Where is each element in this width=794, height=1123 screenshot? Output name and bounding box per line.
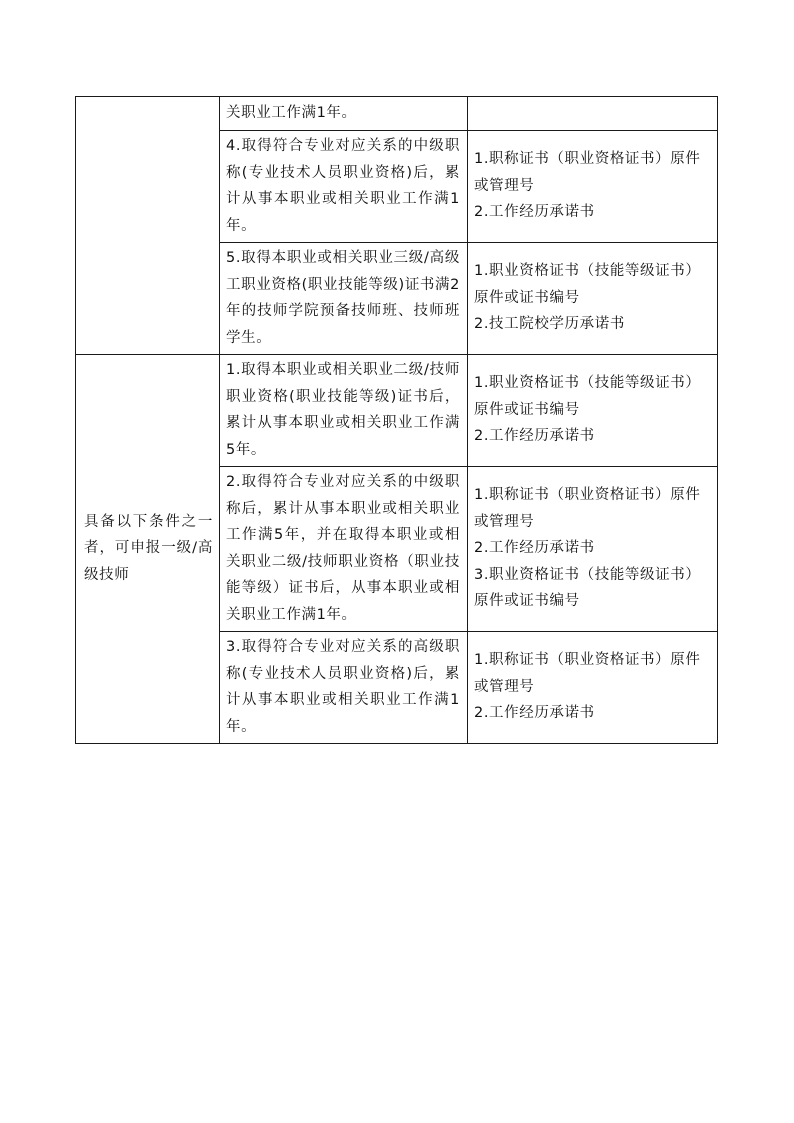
requirements-table (75, 96, 718, 744)
condition-text: 4.取得符合专业对应关系的中级职称(专业技术人员职业资格)后，累计从事本职业或相关职业工作满1年。 (226, 138, 460, 234)
condition-text: 关职业工作满1年。 (226, 104, 357, 121)
material-item: 2.工作经历承诺书 (474, 204, 595, 221)
material-item: 3.职业资格证书（技能等级证书）原件或证书编号 (474, 566, 701, 610)
material-item: 1.职业资格证书（技能等级证书）原件或证书编号 (474, 263, 701, 306)
condition-cell (220, 97, 468, 131)
condition-text: 3.取得符合专业对应关系的高级职称(专业技术人员职业资格)后，累计从事本职业或相关职业工作满1年。 (226, 639, 460, 735)
material-item: 2.工作经历承诺书 (474, 540, 595, 557)
level-cell-previous (76, 97, 220, 355)
condition-text: 5.取得本职业或相关职业三级/高级工职业资格(职业技能等级)证书满2年的技师学院预备技师班、技师班学生。 (226, 250, 460, 346)
condition-cell (220, 355, 468, 467)
condition-cell (220, 131, 468, 243)
materials-cell (468, 467, 718, 632)
materials-cell (468, 97, 718, 131)
materials-cell (468, 355, 718, 467)
materials-cell (468, 243, 718, 355)
material-item: 1.职称证书（职业资格证书）原件或管理号 (474, 652, 701, 695)
condition-cell (220, 243, 468, 355)
material-item: 1.职业资格证书（技能等级证书）原件或证书编号 (474, 375, 701, 418)
materials-cell (468, 632, 718, 744)
material-item: 2.技工院校学历承诺书 (474, 316, 625, 333)
material-item: 2.工作经历承诺书 (474, 705, 595, 722)
materials-cell (468, 131, 718, 243)
condition-cell (220, 632, 468, 744)
level-cell-senior-technician (76, 355, 220, 744)
condition-text: 1.取得本职业或相关职业二级/技师职业资格(职业技能等级)证书后，累计从事本职业或相关职业工作满5年。 (226, 362, 460, 458)
condition-cell (220, 467, 468, 632)
condition-text: 2.取得符合专业对应关系的中级职称后，累计从事本职业或相关职业工作满5年，并在取得本职业或相关职业二级/技师职业资格（职业技能等级）证书后，从事本职业或相关职业工作满1年。 (226, 474, 460, 623)
level-text: 具备以下条件之一者，可申报一级/高级技师 (84, 513, 213, 583)
material-item: 1.职称证书（职业资格证书）原件或管理号 (474, 151, 701, 194)
table-row (76, 355, 718, 467)
material-item: 1.职称证书（职业资格证书）原件或管理号 (474, 487, 701, 530)
material-item: 2.工作经历承诺书 (474, 428, 595, 445)
table-row (76, 97, 718, 131)
